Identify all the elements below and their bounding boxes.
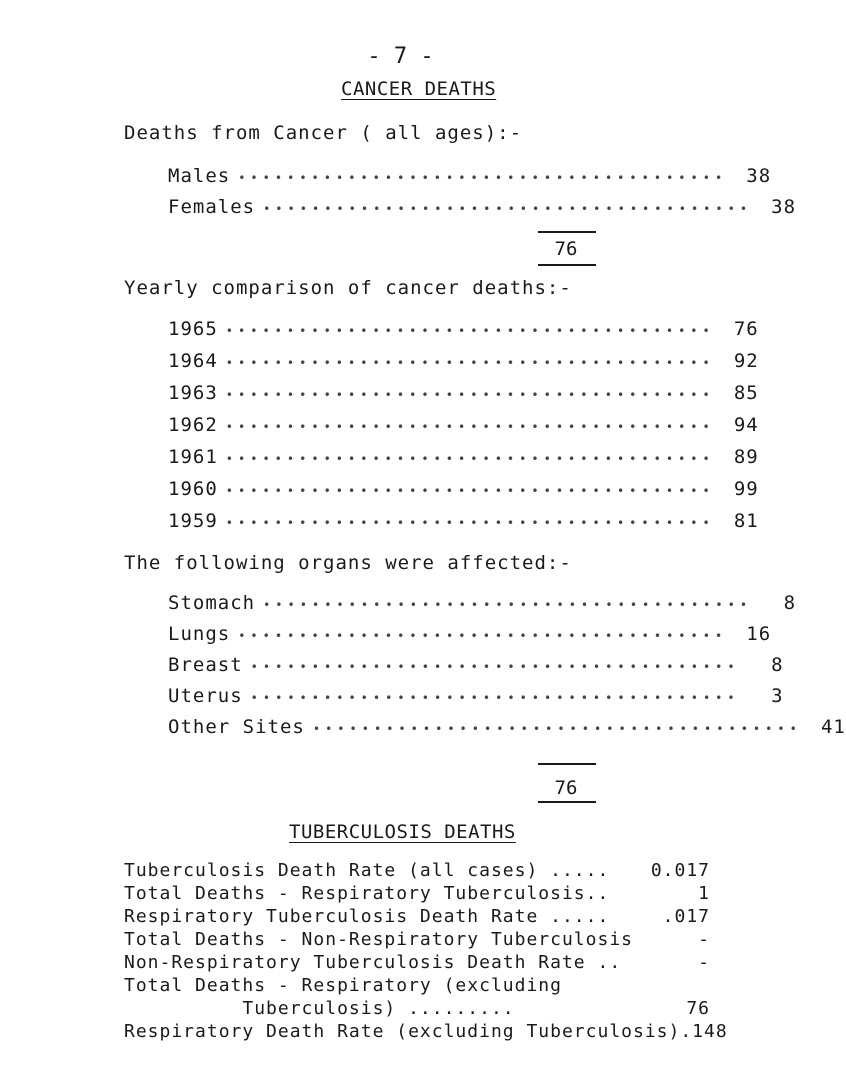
organ-leader-dots: ••••••••••••••••••••••••••••••••••••••••	[250, 660, 740, 674]
tb-line-value: -	[698, 929, 710, 950]
tb-line-text: Respiratory Tuberculosis Death Rate .....	[124, 906, 610, 927]
year-row	[168, 414, 759, 436]
tb-line-value: 1	[698, 883, 710, 904]
year-value: 85	[733, 382, 759, 404]
tb-line-value: 0.017	[650, 860, 710, 881]
tb-line-text: Total Deaths - Respiratory Tuberculosis..	[124, 883, 610, 904]
organ-row	[168, 685, 784, 707]
organ-leader-dots: ••••••••••••••••••••••••••••••••••••••••	[250, 691, 740, 705]
year-row	[168, 478, 759, 500]
year-leader-dots: ••••••••••••••••••••••••••••••••••••••••	[225, 420, 715, 434]
tb-line-value: 76	[686, 998, 710, 1019]
year-row	[168, 350, 759, 372]
year-leader-dots: ••••••••••••••••••••••••••••••••••••••••	[225, 356, 715, 370]
organ-label: Uterus	[168, 685, 243, 707]
organ-row	[168, 623, 772, 645]
year-row	[168, 382, 759, 404]
organ-value: 41	[820, 716, 846, 738]
year-value: 92	[733, 350, 759, 372]
organ-total-underline	[538, 801, 596, 803]
sex-leader-dots: ••••••••••••••••••••••••••••••••••••••••	[238, 171, 728, 185]
sex-row	[168, 196, 797, 218]
year-label: 1959	[168, 510, 218, 532]
organs-heading: The following organs were affected:-	[124, 552, 572, 574]
year-row	[168, 318, 759, 340]
deaths-heading: Deaths from Cancer ( all ages):-	[124, 122, 523, 144]
organ-leader-dots: ••••••••••••••••••••••••••••••••••••••••	[238, 629, 728, 643]
sex-leader-dots: ••••••••••••••••••••••••••••••••••••••••	[263, 202, 753, 216]
tuberculosis-title: TUBERCULOSIS DEATHS	[289, 821, 516, 843]
year-leader-dots: ••••••••••••••••••••••••••••••••••••••••	[225, 452, 715, 466]
year-value: 76	[733, 318, 759, 340]
organ-label: Stomach	[168, 592, 256, 614]
year-label: 1962	[168, 414, 218, 436]
tb-line-text: Non-Respiratory Tuberculosis Death Rate ..	[124, 952, 622, 973]
tb-line-text: Total Deaths - Respiratory (excluding	[124, 975, 562, 996]
sex-row	[168, 165, 772, 187]
organ-value: 8	[783, 592, 797, 614]
organ-total: 76	[554, 777, 578, 799]
organ-label: Other Sites	[168, 716, 305, 738]
organ-row	[168, 592, 797, 614]
yearly-heading: Yearly comparison of cancer deaths:-	[124, 277, 572, 299]
year-leader-dots: ••••••••••••••••••••••••••••••••••••••••	[225, 484, 715, 498]
year-value: 81	[733, 510, 759, 532]
sex-total: 76	[554, 238, 578, 260]
sex-label: Males	[168, 165, 231, 187]
year-label: 1960	[168, 478, 218, 500]
organ-leader-dots: ••••••••••••••••••••••••••••••••••••••••	[263, 598, 753, 612]
tb-line-value: .017	[662, 906, 710, 927]
organ-label: Lungs	[168, 623, 231, 645]
organ-label: Breast	[168, 654, 243, 676]
year-leader-dots: ••••••••••••••••••••••••••••••••••••••••	[225, 388, 715, 402]
tb-line-text: Total Deaths - Non-Respiratory Tuberculosis	[124, 929, 633, 950]
year-leader-dots: ••••••••••••••••••••••••••••••••••••••••	[225, 516, 715, 530]
tb-line-text: Tuberculosis Death Rate (all cases) .....	[124, 860, 610, 881]
sex-label: Females	[168, 196, 256, 218]
year-row	[168, 510, 759, 532]
year-value: 94	[733, 414, 759, 436]
organ-total-rule	[538, 763, 596, 765]
year-label: 1961	[168, 446, 218, 468]
organ-leader-dots: ••••••••••••••••••••••••••••••••••••••••	[312, 722, 802, 736]
year-row	[168, 446, 759, 468]
sex-total-rule	[538, 231, 596, 233]
year-value: 99	[733, 478, 759, 500]
sex-value: 38	[771, 196, 797, 218]
cancer-deaths-title: CANCER DEATHS	[341, 78, 497, 100]
tb-line-value: -	[698, 952, 710, 973]
year-leader-dots: ••••••••••••••••••••••••••••••••••••••••	[225, 324, 715, 338]
organ-value: 16	[746, 623, 772, 645]
tb-line-text: Tuberculosis) .........	[124, 998, 515, 1019]
sex-total-underline	[538, 264, 596, 266]
tb-line-text: Respiratory Death Rate (excluding Tuberculosis).148	[124, 1021, 728, 1042]
organ-row	[168, 716, 846, 738]
year-label: 1964	[168, 350, 218, 372]
organ-row	[168, 654, 784, 676]
page-number: - 7 -	[367, 44, 434, 69]
year-label: 1963	[168, 382, 218, 404]
year-label: 1965	[168, 318, 218, 340]
year-value: 89	[733, 446, 759, 468]
sex-value: 38	[746, 165, 772, 187]
organ-value: 8	[771, 654, 784, 676]
organ-value: 3	[771, 685, 784, 707]
